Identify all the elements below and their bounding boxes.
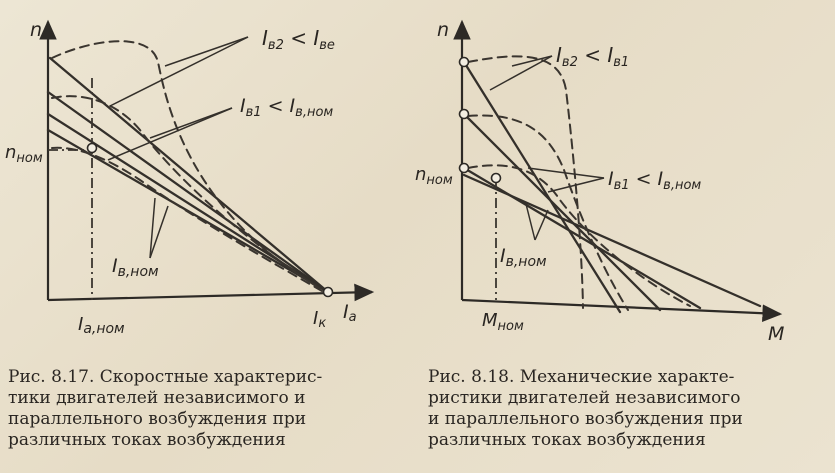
caption-b-line-4: различных токах возбуждения [428, 430, 706, 450]
fig18-nominal-point [492, 174, 501, 183]
fig17-ik-label: Iк [313, 308, 327, 331]
caption-fig-8-18 [428, 367, 828, 451]
fig17-axis-ia-label: Ia [343, 301, 357, 325]
fig18-line-1 [464, 62, 620, 312]
figure-8-18 [415, 19, 784, 345]
fig18-label-ib1: $I_{в1} < I_{в,ном}$ [608, 168, 702, 193]
fig17-nominal-point [88, 144, 97, 153]
fig17-n-nom-label: $n_{ном}$ [5, 142, 43, 166]
fig18-line-2 [464, 114, 660, 310]
fig17-ik-point [324, 288, 333, 297]
fig18-label-ib2: $I_{в2} < I_{в1}$ [556, 43, 630, 70]
fig17-axis-n-label: n [30, 19, 43, 41]
caption-fig-8-17 [8, 367, 408, 451]
caption-a-line-4: различных токах возбуждения [8, 430, 286, 450]
caption-a-line-2: тики двигателей независимого и [8, 388, 306, 408]
caption-b-line-2: ристики двигателей независимого [428, 388, 741, 408]
fig18-point-low [460, 164, 469, 173]
fig17-leader-top-1 [165, 37, 248, 66]
fig18-point-top [460, 58, 469, 67]
fig17-label-ibnom: $I_{в,ном}$ [112, 255, 159, 280]
fig17-label-ib2: $I_{в2} < I_{вe}$ [262, 26, 335, 53]
figure-8-17 [5, 19, 372, 337]
fig18-line-4 [464, 175, 760, 306]
fig17-leader-top-2 [110, 37, 248, 106]
fig18-leader-top-1 [490, 56, 552, 90]
caption-b-line-3: и параллельного возбуждения при [428, 409, 743, 429]
fig18-axis-m-label: M [768, 323, 785, 345]
fig17-ia-nom-label: Ia,ном [78, 314, 125, 337]
fig17-line-2 [48, 92, 328, 292]
caption-b-line-1: Рис. 8.18. Механические характе- [428, 367, 735, 387]
fig17-label-ib1: $I_{в1} < I_{в,ном}$ [240, 95, 334, 120]
caption-a-line-1: Рис. 8.17. Скоростные характерис- [8, 367, 323, 387]
fig18-label-ibnom: $I_{в,ном}$ [500, 245, 547, 270]
fig18-axis-n-label: n [437, 19, 450, 41]
fig18-m-nom-label: $M_{ном}$ [482, 310, 524, 334]
fig18-point-mid [460, 110, 469, 119]
fig18-n-nom-label: $n_{ном}$ [415, 164, 453, 188]
caption-a-line-3: параллельного возбуждения при [8, 409, 307, 429]
